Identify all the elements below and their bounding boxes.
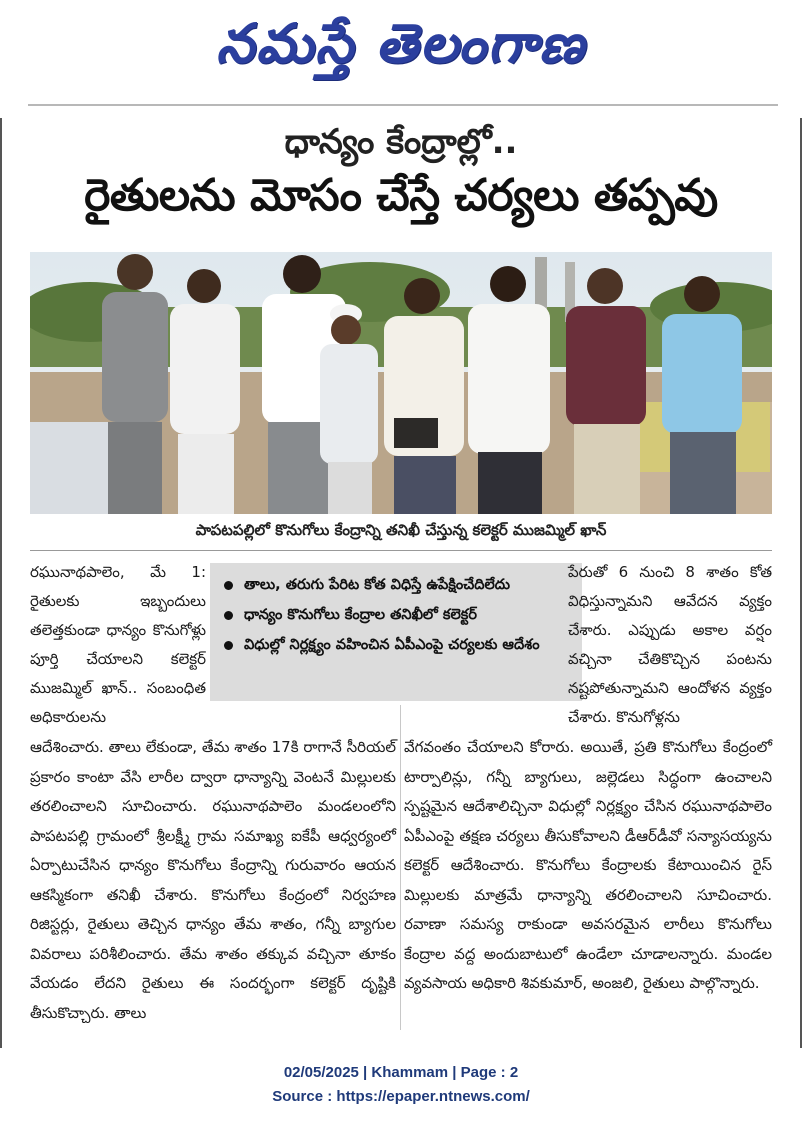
highlight-item: విధుల్లో నిర్లక్ష్యం వహించిన ఏపీఎంపై చర్యలకు ఆదేశం <box>224 633 574 657</box>
masthead <box>0 0 802 100</box>
highlights-box <box>210 563 582 701</box>
highlight-item: ధాన్యం కొనుగోలు కేంద్రాల తనిఖీలో కలెక్టర్ <box>224 603 574 627</box>
edition-info: 02/05/2025 | Khammam | Page : 2 <box>283 1064 519 1081</box>
column-divider <box>400 705 401 1030</box>
article-headline: రైతులను మోసం చేస్తే చర్యలు తప్పవు <box>84 170 718 221</box>
bullet-icon <box>224 611 233 620</box>
caption-divider <box>30 550 772 551</box>
article-photo <box>30 252 772 514</box>
newspaper-logo: నమస్తే తెలంగాణ <box>216 11 586 75</box>
bullet-icon <box>224 641 233 650</box>
article-kicker: ధాన్యం కేంద్రాల్లో.. <box>284 122 518 162</box>
page-border-left <box>0 118 2 1048</box>
masthead-divider <box>28 104 778 106</box>
article-body-col-bottom-left: ఆదేశించారు. తాలు లేకుండా, తేమ శాతం 17కి రాగానే సీరియల్ ప్రకారం కాంటా వేసి లారీల ద్వారా ధాన్యాన్ని వెంటనే మిల్లులకు తరలించాలని సూచించారు. రఘునాథపాలెం మండలంలోని పాపటపల్లి గ్రామంలో శ్రీలక్ష్మీ గ్రామ సమాఖ్య ఐకేపీ ఆధ్వర్యంలో ఏర్పాటుచేసిన ధాన్యం కొనుగోలు కేంద్రాన్ని గురువారం ఆయన ఆకస్మికంగా తనిఖీ చేశారు. కొనుగోలు కేంద్రంలో నిర్వహణ రిజిస్టర్లు, రైతులు తెచ్చిన ధాన్యం తేమ శాతం, గన్నీ బ్యాగుల వివరాలు పరిశీలించారు. తేమ శాతం తక్కువ వచ్చినా తూకం వేయడం లేదని రైతులు ఈ సందర్భంగా కలెక్టర్ దృష్టికి తీసుకొచ్చారు. తాలు <box>30 738 396 1022</box>
bullet-icon <box>224 581 233 590</box>
highlight-item: తాలు, తరుగు పేరిట కోత విధిస్తే ఉపేక్షించేదిలేదు <box>224 573 574 597</box>
source-link[interactable]: Source : https://epaper.ntnews.com/ <box>272 1088 530 1105</box>
article-body-col-bottom-right: వేగవంతం చేయాలని కోరారు. అయితే, ప్రతి కొనుగోలు కేంద్రంలో టార్పాలిన్లు, గన్నీ బ్యాగులు, జల్లెడలు సిద్ధంగా ఉంచాలని స్పష్టమైన ఆదేశాలిచ్చినా విధుల్లో నిర్లక్ష్యం చేసిన రఘునాథపాలెం ఏపీఎంపై తక్షణ చర్యలు తీసుకోవాలని డీఆర్‌డీవో సన్యాసయ్యను కలెక్టర్ ఆదేశించారు. కొనుగోలు కేంద్రాలకు కేటాయించిన రైస్ మిల్లులకు మాత్రమే ధాన్యాన్ని తరలించాలని సూచించారు. రవాణా సమస్య రాకుండా అవసరమైన లారీలు కొనుగోలు కేంద్రాల వద్ద అందుబాటులో ఉండేలా చూడాలన్నారు. మండల వ్యవసాయ అధికారి శివకుమార్, అంజలి, రైతులు పాల్గొన్నారు. <box>404 738 772 992</box>
article-body-col-left: రఘునాథపాలెం, మే 1: రైతులకు ఇబ్బందులు తలెత్తకుండా ధాన్యం కొనుగోళ్లు పూర్తి చేయాలని కలెక్టర్ ముజమ్మిల్ ఖాన్.. సంబంధిత అధికారులను <box>30 563 206 726</box>
photo-caption: పాపటపల్లిలో కొనుగోలు కేంద్రాన్ని తనిఖీ చేస్తున్న కలెక్టర్ ముజమ్మిల్ ఖాన్ <box>195 521 607 539</box>
inspection-photo-illustration <box>30 252 772 514</box>
article-body-col-right-top: పేరుతో 6 నుంచి 8 శాతం కోత విధిస్తున్నామని ఆవేదన వ్యక్తం చేశారు. ఎప్పుడు అకాల వర్షం వచ్చినా చేతికొచ్చిన పంటను నష్టపోతున్నామని ఆందోళన వ్యక్తం చేశారు. కొనుగోళ్లను <box>568 563 772 726</box>
